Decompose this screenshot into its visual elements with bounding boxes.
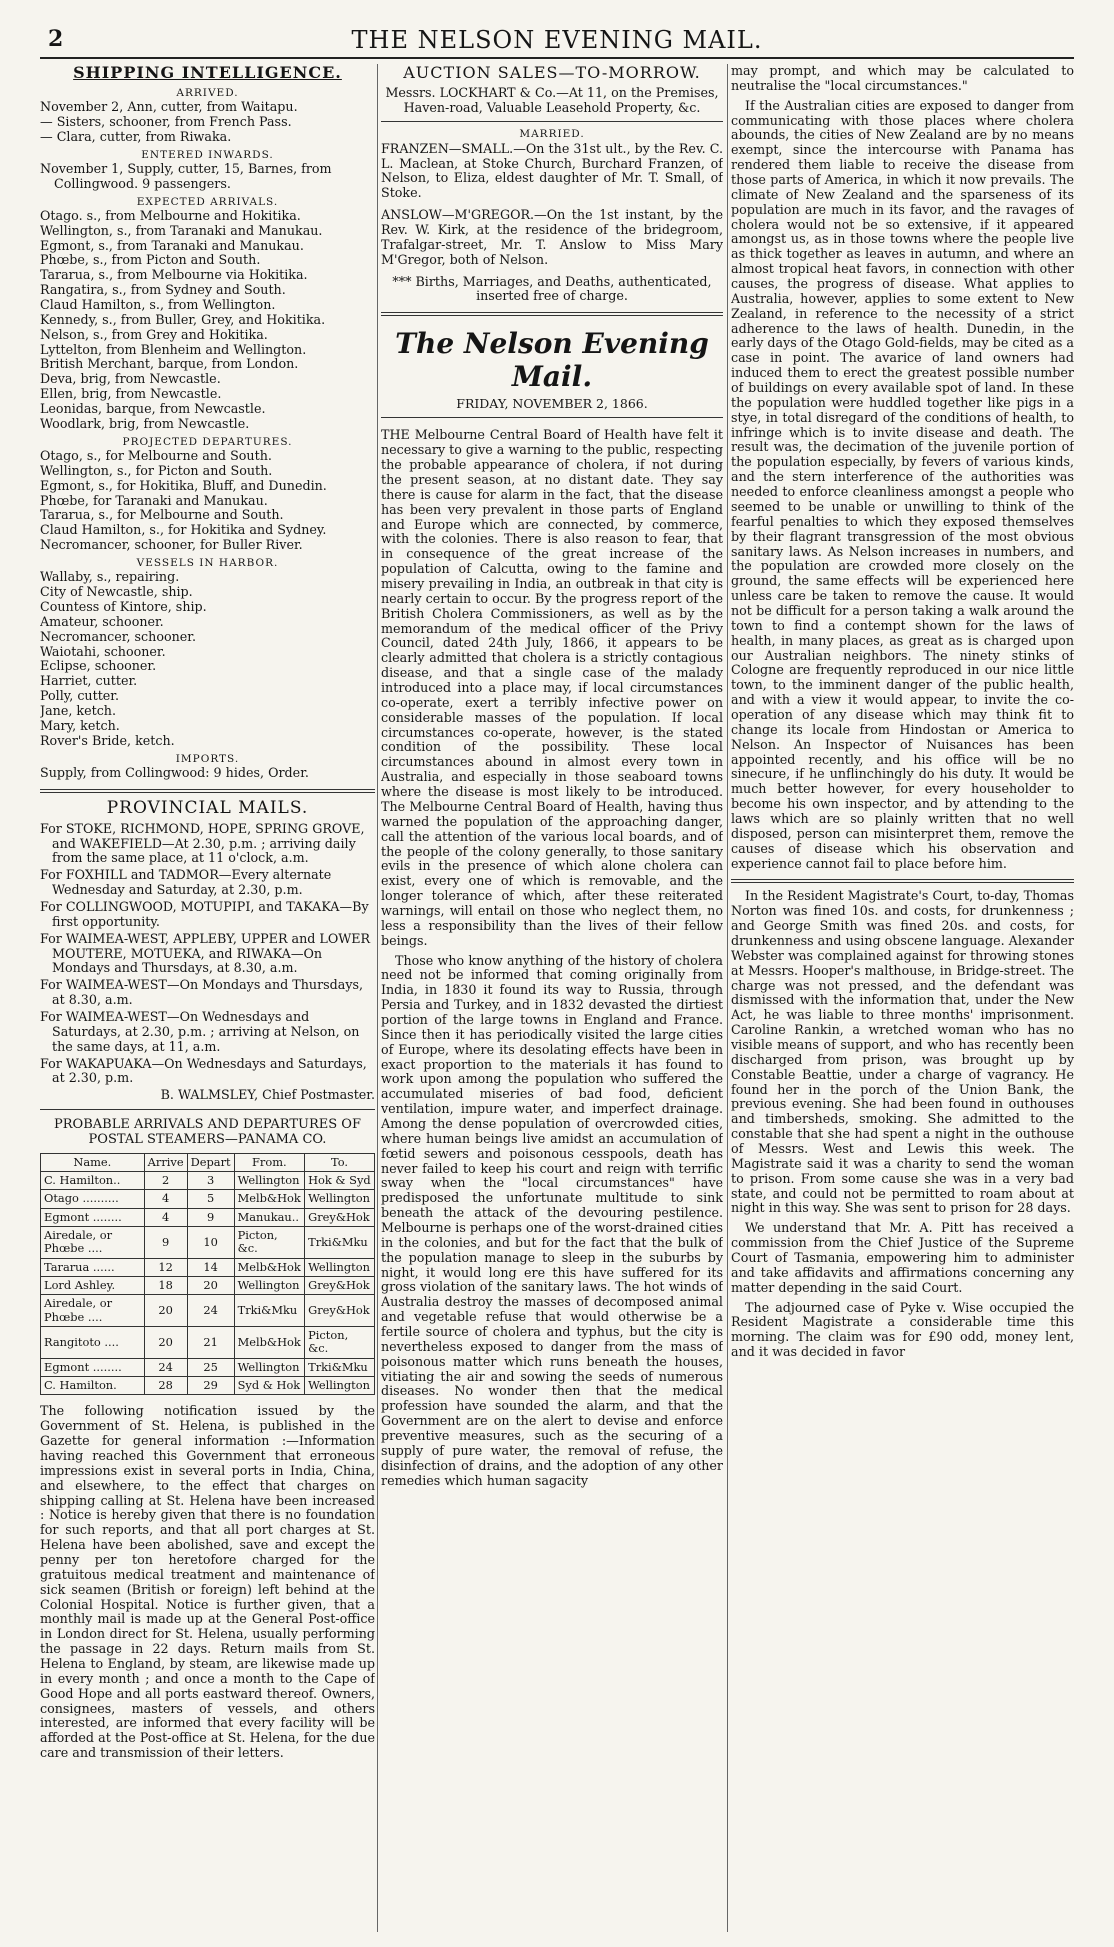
news-paragraph: In the Resident Magistrate's Court, to-day, Thomas Norton was fined 10s. and costs, for drunkenness ; and George Smith was fined 20s. and costs, for drunkenness and using obscene language. Alexander Webster was complained against for throwing stones at Messrs. Hooper's malthouse, in Bridge-street. The charge was not pressed, and the defendant was dismissed with the information that, under the New Act, he was liable to three months' imprisonment. Caroline Rankin, a wretched woman who has no visible means of support, and who has recently been discharged from prison, was brought up by Constable Beattie, under a charge of vagrancy. He found her in the porch of the Union Bank, the previous evening. She had been found in outhouses and timbersheds, smoking. She admitted to the constable that she had spent a night in the outhouse of Messrs. West and Lewis this week. The Magistrate said it was a charity to send the woman to prison. From some cause she was in a very bad state, and could not be permitted to roam about at night in this way. She was sent to prison for 28 days. bbox=[731, 888, 1074, 1216]
harbor-item: Countess of Kintore, ship. bbox=[40, 599, 207, 615]
table-row bbox=[41, 1226, 375, 1258]
st-helena-notice bbox=[40, 1404, 375, 1761]
court-news bbox=[731, 889, 1074, 1360]
news-paragraph: We understand that Mr. A. Pitt has received a commission from the Chief Justice of the Supreme Court of Tasmania, empowering him to administer and take affidavits and affirmations concerning any matter depending in the said Court. bbox=[731, 1220, 1074, 1295]
table-cell: 10 bbox=[187, 1226, 234, 1258]
table-cell: Airedale, or Phœbe .... bbox=[41, 1226, 145, 1258]
column-divider bbox=[377, 64, 378, 1932]
table-row bbox=[41, 1326, 375, 1358]
table-cell: Wellington bbox=[234, 1276, 305, 1294]
column-2 bbox=[381, 64, 723, 1932]
masthead-rule bbox=[40, 57, 1074, 59]
table-cell: C. Hamilton.. bbox=[41, 1171, 145, 1189]
free-notice: *** Births, Marriages, and Deaths, authenticated, inserted free of charge. bbox=[392, 273, 712, 304]
expected-item: Egmont, s., from Taranaki and Manukau. bbox=[40, 237, 304, 253]
table-cell: Wellington bbox=[234, 1171, 305, 1189]
expected-item: Kennedy, s., from Buller, Grey, and Hokitika. bbox=[40, 311, 326, 327]
table-cell: 28 bbox=[144, 1377, 187, 1395]
mail-route: For WAKAPUAKA—On Wednesdays and Saturdays, at 2.30, p.m. bbox=[40, 1055, 367, 1086]
projected-item: Wellington, s., for Picton and South. bbox=[40, 462, 273, 478]
table-cell: Wellington bbox=[305, 1258, 375, 1276]
table-cell: Airedale, or Phœbe .... bbox=[41, 1295, 145, 1327]
arrived-item: — Clara, cutter, from Riwaka. bbox=[40, 128, 232, 144]
postal-title: PROBABLE ARRIVALS AND DEPARTURES OF POSTAL STEAMERS—PANAMA CO. bbox=[54, 1117, 361, 1148]
table-header-cell: Name. bbox=[41, 1153, 145, 1171]
table-row bbox=[41, 1377, 375, 1395]
expected-item: Claud Hamilton, s., from Wellington. bbox=[40, 297, 276, 313]
projected-item: Otago, s., for Melbourne and South. bbox=[40, 448, 272, 464]
table-cell: Melb&Hok bbox=[234, 1190, 305, 1208]
table-cell: Picton, &c. bbox=[234, 1226, 305, 1258]
table-cell: Tararua ...... bbox=[41, 1258, 145, 1276]
page-number: 2 bbox=[48, 26, 64, 52]
section-rule bbox=[731, 879, 1074, 883]
editorial-heading bbox=[381, 328, 723, 411]
expected-list bbox=[40, 209, 375, 432]
table-cell: 25 bbox=[187, 1358, 234, 1376]
table-cell: Manukau.. bbox=[234, 1208, 305, 1226]
harbor-item: Harriet, cutter. bbox=[40, 673, 138, 689]
table-cell: 29 bbox=[187, 1377, 234, 1395]
harbor-item: Amateur, schooner. bbox=[40, 613, 164, 629]
table-cell: Grey&Hok bbox=[305, 1208, 375, 1226]
mail-route: For FOXHILL and TADMOR—Every alternate Wednesday and Saturday, at 2.30, p.m. bbox=[40, 867, 332, 898]
table-cell: Trki&Mku bbox=[305, 1226, 375, 1258]
arrived-item: November 2, Ann, cutter, from Waitapu. bbox=[40, 99, 298, 114]
editorial-paragraph: may prompt, and which may be calculated to neutralise the "local circumstances." bbox=[731, 64, 1074, 93]
entered-item: November 1, Supply, cutter, 15, Barnes, from Collingwood. 9 passengers. bbox=[40, 160, 332, 191]
news-paragraph: The adjourned case of Pyke v. Wise occupied the Resident Magistrate a considerable time this morning. The claim was for £90 odd, money lent, and it was decided in favor bbox=[731, 1299, 1074, 1360]
expected-item: Rangatira, s., from Sydney and South. bbox=[40, 282, 286, 298]
section-rule bbox=[40, 1109, 375, 1110]
postmaster-signature: B. WALMSLEY, Chief Postmaster. bbox=[160, 1087, 375, 1103]
expected-item: British Merchant, barque, from London. bbox=[40, 356, 299, 372]
table-cell: Melb&Hok bbox=[234, 1326, 305, 1358]
table-cell: C. Hamilton. bbox=[41, 1377, 145, 1395]
marriage-item: ANSLOW—M'GREGOR.—On the 1st instant, by the Rev. W. Kirk, at the residence of the bridegroom, Trafalgar-street, Mr. T. Anslow to Miss Mary M'Gregor, both of Nelson. bbox=[381, 207, 723, 267]
projected-item: Phœbe, for Taranaki and Manukau. bbox=[40, 492, 268, 508]
table-cell: Rangitoto .... bbox=[41, 1326, 145, 1358]
harbor-item: Jane, ketch. bbox=[40, 703, 117, 719]
table-row bbox=[41, 1258, 375, 1276]
editorial-paragraph: Those who know anything of the history of cholera need not be informed that coming originally from India, in 1830 it found its way to Russia, through Persia and Turkey, and in 1832 devasted the dirtiest portion of the large towns in England and France. Since then it has periodically visited the large cities of Europe, where its desolating effects have been in exact proportion to the materials it has found to work upon among the population who suffered the accumulated miseries of bad food, deficient ventilation, impure water, and imperfect drainage. Among the dense population of overcrowded cities, where human beings live amidst an accumulation of fœtid sewers and poisonous cesspools, death has never failed to keep his court and reign with terrific sway when the "local circumstances" have predisposed the unfortunate multitude to sink beneath the attack of the devouring pestilence. Melbourne is perhaps one of the worst-drained cities in the colonies, and but for the fact that the bulk of the population manage to sleep in the suburbs by night, it would long ere this have suffered for its gross violation of the sanitary laws. The hot winds of Australia destroy the masses of decomposed animal and vegetable refuse that would otherwise be a fertile source of cholera and typhus, but the city is nevertheless exposed to danger from the mass of poisonous matter which runs beneath the houses, vitiating the air and sowing the seeds of numerous diseases. No wonder then that the medical profession have sounded the alarm, and that the Government are on the alert to devise and enforce preventive measures, such as the securing of a supply of pure water, the removal of refuse, the disinfection of drains, and the adoption of any other remedies which human sagacity bbox=[381, 952, 723, 1488]
column-3 bbox=[731, 64, 1074, 1932]
table-cell: Lord Ashley. bbox=[41, 1276, 145, 1294]
harbor-item: Rover's Bride, ketch. bbox=[40, 732, 175, 748]
table-cell: 5 bbox=[187, 1190, 234, 1208]
projected-heading: PROJECTED DEPARTURES. bbox=[122, 435, 293, 448]
table-header-cell: Depart bbox=[187, 1153, 234, 1171]
table-cell: Egmont ........ bbox=[41, 1358, 145, 1376]
section-rule bbox=[381, 312, 723, 316]
table-row bbox=[41, 1190, 375, 1208]
notice-paragraph: The following notification issued by the Government of St. Helena, is published in the Gazette for general information :—Information having reached this Government that erroneous impressions exist in several ports in India, China, and elsewhere, to the effect that charges on shipping calling at St. Helena have been increased : Notice is hereby given that there is no foundation for such reports, and that all port charges at St. Helena have been abolished, save and except the penny per ton heretofore charged for the gratuitous medical treatment and maintenance of sick seamen (British or foreign) left behind at the Colonial Hospital. Notice is further given, that a monthly mail is made up at the General Post-office in London direct for St. Helena, usually performing the passage in 22 days. Return mails from St. Helena to England, by steam, are likewise made up in every month ; and once a month to the Cape of Good Hope and all ports eastward thereof. Owners, consignees, masters of vessels, and others interested, are informed that every facility will be afforded at the Post-office at St. Helena, for the due care and transmission of their letters. bbox=[40, 1403, 375, 1761]
harbor-list bbox=[40, 570, 375, 748]
expected-item: Woodlark, brig, from Newcastle. bbox=[40, 415, 250, 431]
table-cell: 12 bbox=[144, 1258, 187, 1276]
arrived-heading: ARRIVED. bbox=[176, 86, 239, 99]
auction-title: AUCTION SALES—TO-MORROW. bbox=[403, 64, 701, 82]
mail-route: For STOKE, RICHMOND, HOPE, SPRING GROVE, and WAKEFIELD—At 2.30, p.m. ; arriving daily from the same place, at 11 o'clock, a.m. bbox=[40, 820, 365, 866]
paper-title: THE NELSON EVENING MAIL. bbox=[351, 26, 763, 54]
harbor-item: Waiotahi, schooner. bbox=[40, 643, 166, 659]
table-cell: Syd & Hok bbox=[234, 1377, 305, 1395]
married-list bbox=[381, 142, 723, 268]
expected-item: Nelson, s., from Grey and Hokitika. bbox=[40, 326, 268, 342]
editorial-continuation bbox=[731, 64, 1074, 871]
table-cell: 9 bbox=[187, 1208, 234, 1226]
mail-route: For WAIMEA-WEST—On Wednesdays and Saturdays, at 2.30, p.m. ; arriving at Nelson, on the same days, at 11, a.m. bbox=[40, 1008, 360, 1054]
table-cell: 9 bbox=[144, 1226, 187, 1258]
table-row bbox=[41, 1295, 375, 1327]
table-cell: 20 bbox=[144, 1326, 187, 1358]
expected-heading: EXPECTED ARRIVALS. bbox=[136, 195, 279, 208]
mail-route: For COLLINGWOOD, MOTUPIPI, and TAKAKA—By first opportunity. bbox=[40, 898, 369, 929]
table-cell: 3 bbox=[187, 1171, 234, 1189]
table-cell: 21 bbox=[187, 1326, 234, 1358]
expected-item: Ellen, brig, from Newcastle. bbox=[40, 386, 222, 402]
table-cell: Grey&Hok bbox=[305, 1276, 375, 1294]
table-cell: Picton, &c. bbox=[305, 1326, 375, 1358]
mail-route: For WAIMEA-WEST, APPLEBY, UPPER and LOWER MOUTERE, MOTUEKA, and RIWAKA—On Mondays and Thursdays, at 8.30, a.m. bbox=[40, 930, 371, 976]
table-header-cell: To. bbox=[305, 1153, 375, 1171]
dateline: FRIDAY, NOVEMBER 2, 1866. bbox=[456, 395, 648, 411]
harbor-item: Eclipse, schooner. bbox=[40, 658, 157, 674]
table-cell: Trki&Mku bbox=[234, 1295, 305, 1327]
table-cell: 20 bbox=[144, 1295, 187, 1327]
projected-item: Necromancer, schooner, for Buller River. bbox=[40, 537, 303, 553]
column-divider bbox=[727, 64, 728, 1932]
table-row bbox=[41, 1208, 375, 1226]
harbor-heading: VESSELS IN HARBOR. bbox=[136, 557, 279, 570]
harbor-item: Necromancer, schooner. bbox=[40, 628, 196, 644]
entered-list bbox=[40, 162, 375, 192]
expected-item: Otago. s., from Melbourne and Hokitika. bbox=[40, 207, 301, 223]
table-cell: 24 bbox=[187, 1295, 234, 1327]
expected-item: Deva, brig, from Newcastle. bbox=[40, 371, 221, 387]
section-rule bbox=[40, 789, 375, 793]
table-row bbox=[41, 1171, 375, 1189]
expected-item: Leonidas, barque, from Newcastle. bbox=[40, 401, 266, 417]
editorial-paragraph: THE Melbourne Central Board of Health have felt it necessary to give a warning to the public, respecting the probable appearance of cholera, if not during the present season, at no distant date. They say there is cause for alarm in the fact, that the disease has been very prevalent in those parts of England and Europe which are connected, by commerce, with the colonies. There is also reason to fear, that in consequence of the great increase of the population of Calcutta, owing to the famine and misery prevailing in India, an outbreak in that city is nearly certain to occur. By the progress report of the British Cholera Commissioners, as well as by the memorandum of the medical officer of the Privy Council, dated 24th July, 1866, it appears to be clearly admitted that cholera is a strictly contagious disease, and that a single case of the malady introduced into a place may, if local circumstances co-operate, exert a terribly infective power on considerable masses of the population. If local circumstances co-operate, however, is the stated condition of the possibility. These local circumstances abound in almost every town in Australia, and especially in those seaboard towns where the disease is most likely to be introduced. The Melbourne Central Board of Health, having thus warned the population of the approaching danger, call the attention of the various local boards, and of the people of the colony generally, to those sanitary evils in the presence of which alone cholera can exist, every one of which is removable, and the longer tolerance of which, after these reiterated warnings, will entail on those who neglect them, no less a responsibility than the lives of their fellow beings. bbox=[381, 427, 723, 948]
table-cell: 20 bbox=[187, 1276, 234, 1294]
table-header-cell: From. bbox=[234, 1153, 305, 1171]
masthead bbox=[40, 22, 1074, 52]
expected-item: Phœbe, s., from Picton and South. bbox=[40, 252, 261, 268]
table-cell: Hok & Syd bbox=[305, 1171, 375, 1189]
table-cell: Wellington bbox=[305, 1377, 375, 1395]
table-cell: 4 bbox=[144, 1208, 187, 1226]
table-row bbox=[41, 1276, 375, 1294]
arrived-item: — Sisters, schooner, from French Pass. bbox=[40, 113, 292, 129]
table-header-cell: Arrive bbox=[144, 1153, 187, 1171]
table-cell: 18 bbox=[144, 1276, 187, 1294]
imports-item: Supply, from Collingwood: 9 hides, Order. bbox=[40, 764, 309, 780]
mail-route: For WAIMEA-WEST—On Mondays and Thursdays, at 8.30, a.m. bbox=[40, 977, 364, 1008]
section-rule bbox=[381, 417, 723, 418]
table-cell: Wellington bbox=[234, 1358, 305, 1376]
table-row bbox=[41, 1358, 375, 1376]
marriage-item: FRANZEN—SMALL.—On the 31st ult., by the Rev. C. L. Maclean, at Stoke Church, Burchard Franzen, of Nelson, to Eliza, eldest daughter of Mr. T. Small, of Stoke. bbox=[381, 140, 723, 201]
column-1 bbox=[40, 64, 375, 1932]
expected-item: Wellington, s., from Taranaki and Manukau. bbox=[40, 222, 323, 238]
harbor-item: Polly, cutter. bbox=[40, 688, 120, 704]
table-cell: Otago .......... bbox=[41, 1190, 145, 1208]
table-cell: Trki&Mku bbox=[305, 1358, 375, 1376]
table-cell: Wellington bbox=[305, 1190, 375, 1208]
table-cell: 2 bbox=[144, 1171, 187, 1189]
arrived-list bbox=[40, 100, 375, 145]
editorial-paper-title: The Nelson Evening Mail. bbox=[395, 327, 709, 394]
expected-item: Lyttelton, from Blenheim and Wellington. bbox=[40, 341, 307, 357]
projected-item: Egmont, s., for Hokitika, Bluff, and Dunedin. bbox=[40, 477, 327, 493]
shipping-title: SHIPPING INTELLIGENCE. bbox=[73, 64, 342, 82]
mails-list bbox=[40, 822, 375, 1087]
auction-item: Messrs. LOCKHART & Co.—At 11, on the Premises, Haven-road, Valuable Leasehold Property, &c. bbox=[385, 84, 719, 115]
table-cell: Melb&Hok bbox=[234, 1258, 305, 1276]
editorial-paragraph: If the Australian cities are exposed to danger from communicating with those places where cholera abounds, the cities of New Zealand are by no means exempt, since the intercourse with Panama has rendered them liable to receive the disease from those parts of America, in which it now prevails. The climate of New Zealand and the sparseness of its population are much in its favor, and the ravages of cholera would not be so extensive, if it appeared amongst us, as in those towns where the people live as thick together as leaves in autumn, and where an almost tropical heat favors, in connection with other causes, the progress of disease. What applies to Australia, however, applies to some extent to New Zealand, in reference to the necessity of a strict adherence to the laws of health. Dunedin, in the early days of the Otago Gold-fields, may be cited as a case in point. The avarice of land owners had induced them to erect the greatest possible number of buildings on every available spot of land. In these the population were huddled together like pigs in a stye, in total disregard of the conditions of health, to infringe which is to invite disease and death. The result was, the decimation of the juvenile portion of the population especially, by fevers of various kinds, and the stern interference of the authorities was needed to enforce cleanliness amongst a people who seemed to be unable or unwilling to think of the fearful penalties to which they exposed themselves by their flagrant transgression of the most obvious sanitary laws. As Nelson increases in numbers, and the population are crowded more closely on the ground, the same effects will be experienced here unless care be taken to remove the cause. It would not be difficult for a person taking a walk around the town to find a contempt shown for the laws of health, in many places, as great as is charged upon our Australian neighbors. The ninety stinks of Cologne are frequently reproduced in our nice little town, to the imminent danger of the public health, and with a view it would appear, to invite the co-operation of any disease which may think fit to change its locale from Hindostan or America to Nelson. An Inspector of Nuisances has been appointed recently, and his office will be no sinecure, if he unflinchingly do his duty. It would be much better however, for every householder to become his own inspector, and by attending to the laws which are so plainly written that no well disposed, person can misinterpret them, remove the causes of disease which his observation and experience cannot fail to place before him. bbox=[731, 97, 1074, 871]
harbor-item: City of Newcastle, ship. bbox=[40, 584, 193, 600]
entered-heading: ENTERED INWARDS. bbox=[141, 148, 274, 161]
mails-title: PROVINCIAL MAILS. bbox=[106, 797, 309, 818]
table-cell: 4 bbox=[144, 1190, 187, 1208]
harbor-item: Mary, ketch. bbox=[40, 717, 120, 733]
projected-item: Tararua, s., for Melbourne and South. bbox=[40, 507, 284, 523]
expected-item: Tararua, s., from Melbourne via Hokitika. bbox=[40, 267, 308, 283]
harbor-item: Wallaby, s., repairing. bbox=[40, 569, 180, 585]
projected-item: Claud Hamilton, s., for Hokitika and Sydney. bbox=[40, 522, 327, 538]
section-rule bbox=[381, 121, 723, 122]
table-cell: 14 bbox=[187, 1258, 234, 1276]
table-cell: Grey&Hok bbox=[305, 1295, 375, 1327]
married-heading: MARRIED. bbox=[519, 128, 585, 141]
projected-list bbox=[40, 449, 375, 553]
postal-table bbox=[40, 1153, 375, 1396]
table-cell: 24 bbox=[144, 1358, 187, 1376]
editorial-text bbox=[381, 428, 723, 1488]
imports-heading: IMPORTS. bbox=[175, 752, 240, 765]
table-cell: Egmont ........ bbox=[41, 1208, 145, 1226]
